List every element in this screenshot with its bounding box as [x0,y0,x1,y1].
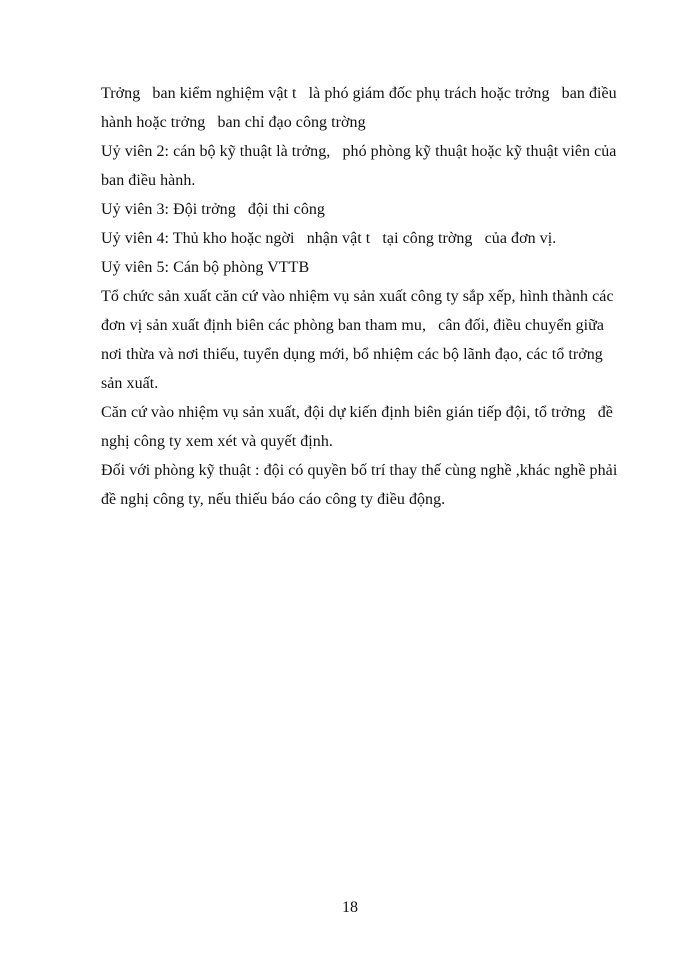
text-line: Trởng ban kiểm nghiệm vật t là phó giám đốc phụ trách hoặc trởng ban điều [101,85,617,102]
text-line: Uỷ viên 5: Cán bộ phòng VTTB [101,259,310,276]
text-line: Uỷ viên 3: Đội trởng đội thi công [101,201,325,218]
text-line: nghị công ty xem xét và quyết định. [101,433,333,450]
text-line: Uỷ viên 2: cán bộ kỹ thuật là trởng, phó phòng kỹ thuật hoặc kỹ thuật viên của [101,143,617,160]
text-line: hành hoặc trởng ban chỉ đạo công trờng [101,114,366,131]
text-line: sản xuất. [101,375,159,392]
page-number: 18 [342,899,358,916]
text-line: Đối với phòng kỹ thuật : đội có quyền bố trí thay thế cùng nghề ,khác nghề phải [101,462,618,479]
text-line: Uỷ viên 4: Thủ kho hoặc ngời nhận vật t tại công trờng của đơn vị. [101,230,557,247]
text-line: đơn vị sản xuất định biên các phòng ban tham mu, cân đối, điều chuyển giữa [101,317,605,334]
body-text [101,79,666,514]
text-line: đề nghị công ty, nếu thiếu báo cáo công ty điều động. [101,491,446,508]
text-line: ban điều hành. [101,172,196,189]
text-line: nơi thừa và nơi thiếu, tuyển dụng mới, bổ nhiệm các bộ lãnh đạo, các tổ trởng [101,346,603,363]
text-line: Tổ chức sản xuất căn cứ vào nhiệm vụ sản xuất công ty sắp xếp, hình thành các [101,288,614,305]
text-line: Căn cứ vào nhiệm vụ sản xuất, đội dự kiến định biên gián tiếp đội, tổ trởng đề [101,404,613,421]
